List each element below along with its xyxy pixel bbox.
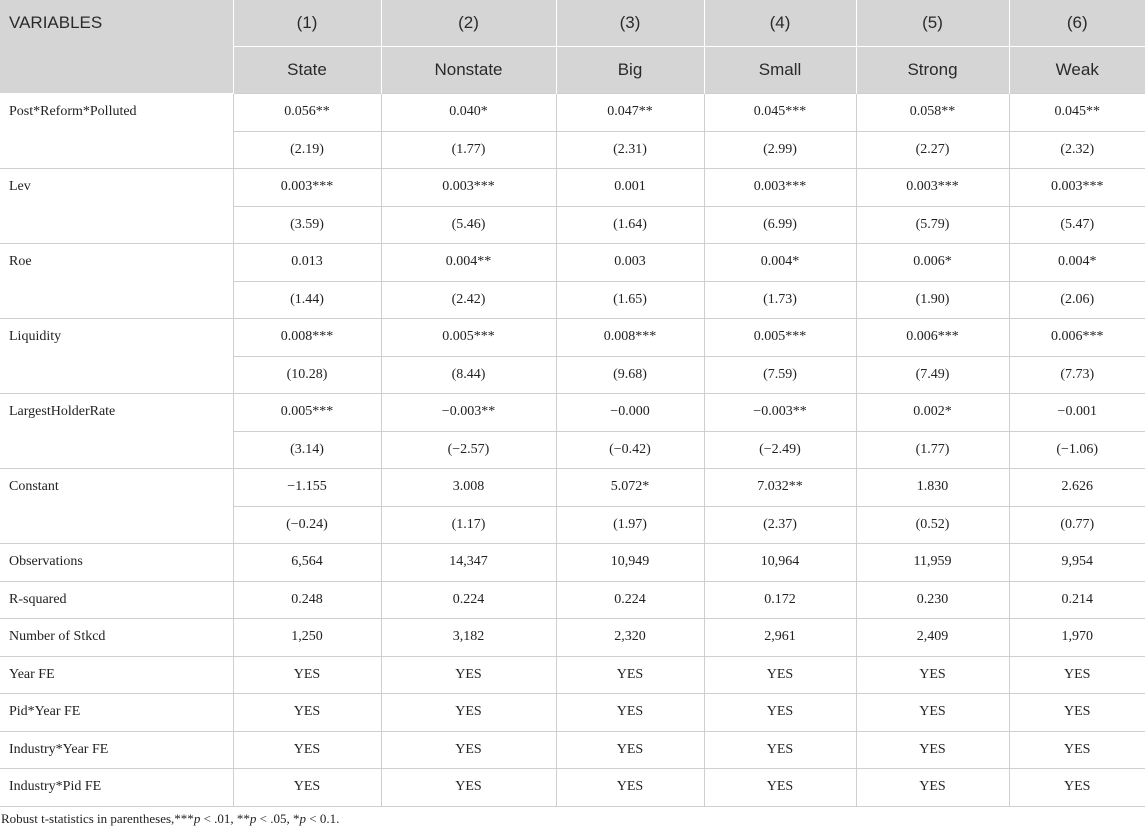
- coef-cell: 0.058**: [856, 94, 1009, 132]
- stat-cell: YES: [233, 694, 381, 732]
- column-group: Big: [556, 47, 704, 94]
- tstat-cell: (1.44): [233, 281, 381, 319]
- tstat-cell: (8.44): [381, 356, 556, 394]
- tstat-cell: (−2.57): [381, 431, 556, 469]
- coef-cell: 0.013: [233, 244, 381, 282]
- stat-cell: 14,347: [381, 544, 556, 582]
- stat-cell: YES: [556, 694, 704, 732]
- stat-cell: 0.248: [233, 581, 381, 619]
- stat-label: Industry*Year FE: [0, 731, 233, 769]
- table-header: [0, 0, 1145, 94]
- coef-cell: 0.003***: [233, 169, 381, 207]
- stat-label: R-squared: [0, 581, 233, 619]
- stat-cell: YES: [233, 769, 381, 807]
- coef-cell: 0.005***: [381, 319, 556, 357]
- stat-label: Pid*Year FE: [0, 694, 233, 732]
- footnote-prefix: Robust t-statistics in parentheses,***: [1, 811, 194, 826]
- stat-cell: YES: [856, 769, 1009, 807]
- coef-cell: 0.056**: [233, 94, 381, 132]
- stat-cell: YES: [704, 769, 856, 807]
- coef-row: [0, 94, 1145, 132]
- tstat-cell: (9.68): [556, 356, 704, 394]
- coef-row: [0, 469, 1145, 507]
- stat-row: [0, 769, 1145, 807]
- footnote-p: p: [299, 811, 306, 826]
- tstat-cell: (6.99): [704, 206, 856, 244]
- stat-cell: 3,182: [381, 619, 556, 657]
- coef-cell: −0.001: [1009, 394, 1145, 432]
- coef-cell: 0.008***: [556, 319, 704, 357]
- column-group: Weak: [1009, 47, 1145, 94]
- coef-cell: 0.003***: [381, 169, 556, 207]
- tstat-cell: (−2.49): [704, 431, 856, 469]
- coef-cell: 1.830: [856, 469, 1009, 507]
- coef-cell: 0.045**: [1009, 94, 1145, 132]
- tstat-cell: (2.32): [1009, 131, 1145, 169]
- stat-cell: YES: [704, 656, 856, 694]
- column-group: Strong: [856, 47, 1009, 94]
- coef-cell: −1.155: [233, 469, 381, 507]
- coef-row: [0, 319, 1145, 357]
- column-number: (5): [856, 0, 1009, 47]
- footnote-p: p: [249, 811, 257, 826]
- variable-label: Constant: [0, 469, 233, 544]
- tstat-cell: (7.49): [856, 356, 1009, 394]
- variable-label: LargestHolderRate: [0, 394, 233, 469]
- stat-row: [0, 694, 1145, 732]
- stat-cell: 10,964: [704, 544, 856, 582]
- tstat-cell: (1.64): [556, 206, 704, 244]
- coef-cell: 0.003***: [856, 169, 1009, 207]
- stat-cell: 2,961: [704, 619, 856, 657]
- stat-cell: YES: [704, 694, 856, 732]
- footnote-p: p: [193, 811, 201, 826]
- coef-cell: 0.006*: [856, 244, 1009, 282]
- coef-cell: 0.047**: [556, 94, 704, 132]
- coef-row: [0, 169, 1145, 207]
- coef-cell: 0.003***: [704, 169, 856, 207]
- tstat-cell: (1.97): [556, 506, 704, 544]
- coef-cell: 5.072*: [556, 469, 704, 507]
- tstat-cell: (2.99): [704, 131, 856, 169]
- stat-row: [0, 731, 1145, 769]
- stat-cell: 1,970: [1009, 619, 1145, 657]
- stat-cell: YES: [381, 656, 556, 694]
- column-number: (1): [233, 0, 381, 47]
- tstat-cell: (1.65): [556, 281, 704, 319]
- tstat-cell: (2.37): [704, 506, 856, 544]
- tstat-cell: (1.73): [704, 281, 856, 319]
- stat-cell: 0.172: [704, 581, 856, 619]
- table-body: [0, 94, 1145, 807]
- stat-cell: YES: [233, 656, 381, 694]
- stat-cell: YES: [556, 731, 704, 769]
- coef-cell: 3.008: [381, 469, 556, 507]
- stat-cell: 6,564: [233, 544, 381, 582]
- stat-cell: 9,954: [1009, 544, 1145, 582]
- column-number: (3): [556, 0, 704, 47]
- stat-cell: 0.230: [856, 581, 1009, 619]
- stat-cell: 10,949: [556, 544, 704, 582]
- stat-cell: YES: [381, 731, 556, 769]
- variable-label: Roe: [0, 244, 233, 319]
- stat-cell: YES: [1009, 694, 1145, 732]
- stat-cell: YES: [856, 656, 1009, 694]
- stat-label: Year FE: [0, 656, 233, 694]
- stat-label: Observations: [0, 544, 233, 582]
- coef-row: [0, 394, 1145, 432]
- column-number: (4): [704, 0, 856, 47]
- tstat-cell: (1.77): [381, 131, 556, 169]
- column-group: State: [233, 47, 381, 94]
- tstat-cell: (2.42): [381, 281, 556, 319]
- coef-cell: 0.008***: [233, 319, 381, 357]
- coef-cell: 0.005***: [704, 319, 856, 357]
- coef-cell: 0.004*: [1009, 244, 1145, 282]
- stat-cell: YES: [381, 769, 556, 807]
- tstat-cell: (7.73): [1009, 356, 1145, 394]
- coef-cell: 0.001: [556, 169, 704, 207]
- stat-cell: 2,409: [856, 619, 1009, 657]
- coef-cell: 0.006***: [1009, 319, 1145, 357]
- stat-label: Number of Stkcd: [0, 619, 233, 657]
- stat-cell: YES: [856, 694, 1009, 732]
- tstat-cell: (0.77): [1009, 506, 1145, 544]
- stat-cell: YES: [856, 731, 1009, 769]
- column-number: (6): [1009, 0, 1145, 47]
- coef-cell: −0.000: [556, 394, 704, 432]
- stat-cell: 0.224: [381, 581, 556, 619]
- stat-cell: 0.214: [1009, 581, 1145, 619]
- tstat-cell: (7.59): [704, 356, 856, 394]
- tstat-cell: (5.79): [856, 206, 1009, 244]
- coef-cell: 0.004*: [704, 244, 856, 282]
- coef-cell: 0.040*: [381, 94, 556, 132]
- coef-cell: 0.003: [556, 244, 704, 282]
- coef-cell: 0.002*: [856, 394, 1009, 432]
- stat-cell: YES: [1009, 656, 1145, 694]
- tstat-cell: (1.90): [856, 281, 1009, 319]
- tstat-cell: (2.19): [233, 131, 381, 169]
- variable-label: Lev: [0, 169, 233, 244]
- tstat-cell: (−0.42): [556, 431, 704, 469]
- tstat-cell: (1.17): [381, 506, 556, 544]
- stat-cell: YES: [233, 731, 381, 769]
- stat-cell: YES: [381, 694, 556, 732]
- stat-cell: YES: [704, 731, 856, 769]
- footnote-part2: < .05, *: [256, 811, 300, 826]
- stat-label: Industry*Pid FE: [0, 769, 233, 807]
- footnote: [1, 811, 339, 827]
- coef-cell: 0.045***: [704, 94, 856, 132]
- tstat-cell: (2.27): [856, 131, 1009, 169]
- stat-cell: YES: [556, 656, 704, 694]
- coef-cell: 0.005***: [233, 394, 381, 432]
- coef-cell: −0.003**: [704, 394, 856, 432]
- tstat-cell: (−1.06): [1009, 431, 1145, 469]
- tstat-cell: (5.46): [381, 206, 556, 244]
- coef-cell: −0.003**: [381, 394, 556, 432]
- header-row-numbers: [0, 0, 1145, 47]
- tstat-cell: (0.52): [856, 506, 1009, 544]
- stat-cell: YES: [1009, 769, 1145, 807]
- coef-cell: 2.626: [1009, 469, 1145, 507]
- coef-cell: 0.004**: [381, 244, 556, 282]
- coef-row: [0, 244, 1145, 282]
- coef-cell: 0.003***: [1009, 169, 1145, 207]
- stat-cell: YES: [1009, 731, 1145, 769]
- tstat-cell: (−0.24): [233, 506, 381, 544]
- tstat-cell: (2.06): [1009, 281, 1145, 319]
- tstat-cell: (5.47): [1009, 206, 1145, 244]
- stat-row: [0, 581, 1145, 619]
- tstat-cell: (2.31): [556, 131, 704, 169]
- coef-cell: 0.006***: [856, 319, 1009, 357]
- column-group: Nonstate: [381, 47, 556, 94]
- variable-label: Post*Reform*Polluted: [0, 94, 233, 169]
- column-number: (2): [381, 0, 556, 47]
- stat-row: [0, 544, 1145, 582]
- stat-row: [0, 656, 1145, 694]
- tstat-cell: (1.77): [856, 431, 1009, 469]
- column-group: Small: [704, 47, 856, 94]
- stat-cell: YES: [556, 769, 704, 807]
- tstat-cell: (10.28): [233, 356, 381, 394]
- footnote-part1: < .01, **: [200, 811, 250, 826]
- coef-cell: 7.032**: [704, 469, 856, 507]
- stat-cell: 2,320: [556, 619, 704, 657]
- stat-cell: 1,250: [233, 619, 381, 657]
- tstat-cell: (3.59): [233, 206, 381, 244]
- stat-cell: 11,959: [856, 544, 1009, 582]
- stat-row: [0, 619, 1145, 657]
- tstat-cell: (3.14): [233, 431, 381, 469]
- stat-cell: 0.224: [556, 581, 704, 619]
- footnote-part3: < 0.1.: [306, 811, 340, 826]
- variable-label: Liquidity: [0, 319, 233, 394]
- variables-header: VARIABLES: [0, 0, 233, 94]
